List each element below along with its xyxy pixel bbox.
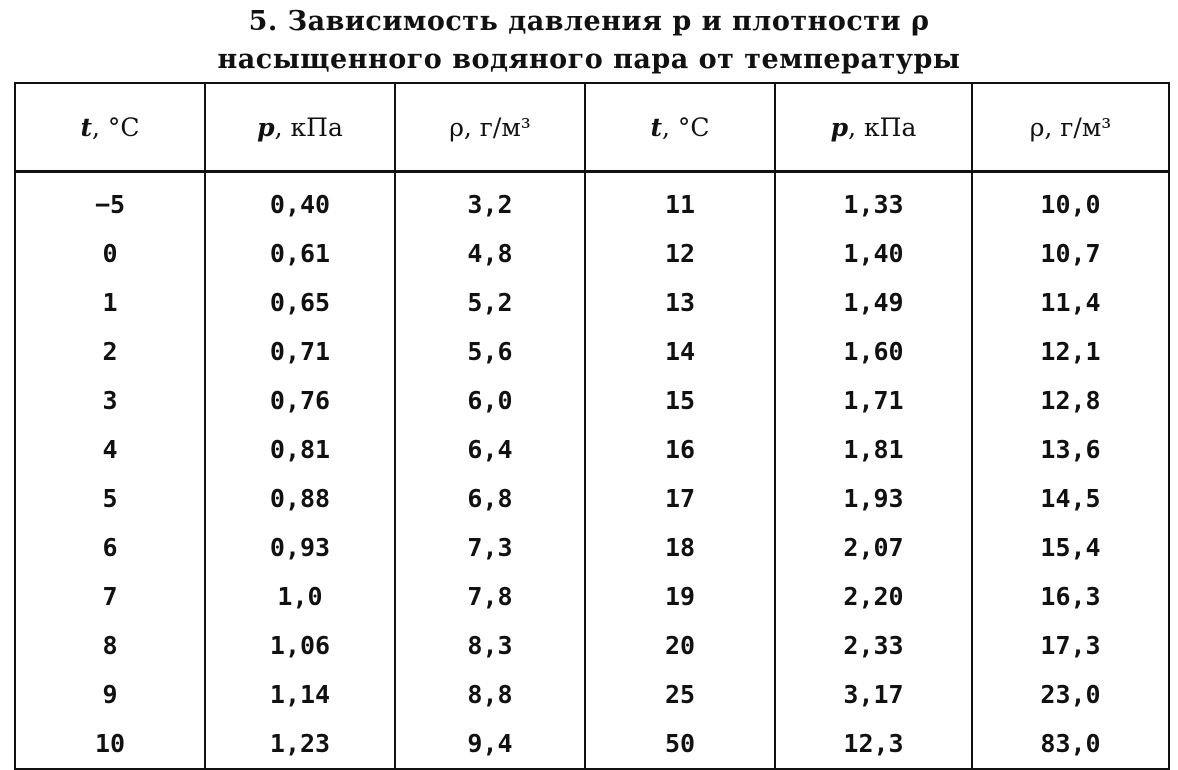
- cell-pressure: 1,40: [775, 229, 972, 278]
- cell-density: 83,0: [972, 719, 1169, 769]
- table-body: [15, 172, 1169, 770]
- cell-density: 4,8: [395, 229, 585, 278]
- cell-density: 5,2: [395, 278, 585, 327]
- cell-density: 6,4: [395, 425, 585, 474]
- cell-pressure: 1,60: [775, 327, 972, 376]
- cell-temperature: 5: [102, 484, 118, 513]
- table-row: [15, 523, 1169, 572]
- cell-pressure: 12,3: [775, 719, 972, 769]
- cell-pressure: 1,81: [775, 425, 972, 474]
- cell-density: 3,2: [395, 172, 585, 230]
- column-header-pressure: p, кПа: [775, 83, 972, 172]
- cell-temperature: 12: [585, 229, 775, 278]
- cell-temperature: 7: [102, 582, 118, 611]
- cell-density: 11,4: [972, 278, 1169, 327]
- table-row: [15, 327, 1169, 376]
- header-row: [15, 83, 1169, 172]
- cell-density: 10,0: [972, 172, 1169, 230]
- cell-density: 14,5: [972, 474, 1169, 523]
- table-row: [15, 572, 1169, 621]
- cell-temperature: 14: [585, 327, 775, 376]
- table-row: [15, 229, 1169, 278]
- column-header-temperature: t, °C: [585, 83, 775, 172]
- cell-density: 12,1: [972, 327, 1169, 376]
- cell-pressure: 0,81: [205, 425, 395, 474]
- cell-density: 16,3: [972, 572, 1169, 621]
- cell-density: 8,8: [395, 670, 585, 719]
- table-row: [15, 719, 1169, 769]
- table-row: [15, 474, 1169, 523]
- cell-temperature: 4: [102, 435, 118, 464]
- cell-density: 7,3: [395, 523, 585, 572]
- cell-pressure: 0,76: [205, 376, 395, 425]
- cell-pressure: 1,14: [205, 670, 395, 719]
- cell-density: 15,4: [972, 523, 1169, 572]
- table-row: [15, 621, 1169, 670]
- cell-density: 12,8: [972, 376, 1169, 425]
- cell-pressure: 0,40: [205, 172, 395, 230]
- cell-temperature: 0: [102, 239, 118, 268]
- cell-temperature: 8: [102, 631, 118, 660]
- cell-pressure: 1,93: [775, 474, 972, 523]
- cell-pressure: 0,93: [205, 523, 395, 572]
- column-header-pressure: p, кПа: [205, 83, 395, 172]
- cell-temperature: 17: [585, 474, 775, 523]
- cell-density: 7,8: [395, 572, 585, 621]
- cell-pressure: 2,07: [775, 523, 972, 572]
- cell-pressure: 1,23: [205, 719, 395, 769]
- cell-temperature: 19: [585, 572, 775, 621]
- cell-temperature: 9: [102, 680, 118, 709]
- cell-pressure: 1,33: [775, 172, 972, 230]
- table-row: [15, 172, 1169, 230]
- cell-temperature: 3: [102, 386, 118, 415]
- cell-temperature: 6: [102, 533, 118, 562]
- cell-temperature: 20: [585, 621, 775, 670]
- cell-pressure: 0,65: [205, 278, 395, 327]
- cell-temperature: 1: [102, 288, 118, 317]
- cell-pressure: 0,88: [205, 474, 395, 523]
- cell-temperature: 11: [585, 172, 775, 230]
- column-header-temperature: t, °C: [15, 83, 205, 172]
- vapor-pressure-table: [14, 82, 1170, 770]
- cell-pressure: 1,71: [775, 376, 972, 425]
- cell-pressure: 0,71: [205, 327, 395, 376]
- cell-temperature: 2: [102, 337, 118, 366]
- table-title-line-1: 5. Зависимость давления p и плотности ρ: [248, 6, 930, 37]
- cell-pressure: 0,61: [205, 229, 395, 278]
- cell-pressure: 1,0: [205, 572, 395, 621]
- cell-density: 10,7: [972, 229, 1169, 278]
- cell-temperature: 50: [585, 719, 775, 769]
- cell-temperature: 15: [585, 376, 775, 425]
- cell-density: 23,0: [972, 670, 1169, 719]
- table-row: [15, 376, 1169, 425]
- cell-density: 6,8: [395, 474, 585, 523]
- table-title-line-2: насыщенного водяного пара от температуры: [217, 44, 961, 75]
- cell-temperature: 10: [94, 729, 126, 758]
- column-header-density: ρ, г/м³: [395, 83, 585, 172]
- table-row: [15, 425, 1169, 474]
- cell-density: 8,3: [395, 621, 585, 670]
- table-row: [15, 278, 1169, 327]
- cell-density: 9,4: [395, 719, 585, 769]
- cell-pressure: 2,20: [775, 572, 972, 621]
- cell-temperature: −5: [94, 190, 126, 219]
- cell-temperature: 25: [585, 670, 775, 719]
- cell-temperature: 16: [585, 425, 775, 474]
- cell-pressure: 1,06: [205, 621, 395, 670]
- cell-temperature: 18: [585, 523, 775, 572]
- cell-pressure: 1,49: [775, 278, 972, 327]
- column-header-density: ρ, г/м³: [972, 83, 1169, 172]
- cell-pressure: 2,33: [775, 621, 972, 670]
- cell-density: 17,3: [972, 621, 1169, 670]
- cell-density: 6,0: [395, 376, 585, 425]
- cell-pressure: 3,17: [775, 670, 972, 719]
- cell-density: 5,6: [395, 327, 585, 376]
- cell-density: 13,6: [972, 425, 1169, 474]
- cell-temperature: 13: [585, 278, 775, 327]
- table-row: [15, 670, 1169, 719]
